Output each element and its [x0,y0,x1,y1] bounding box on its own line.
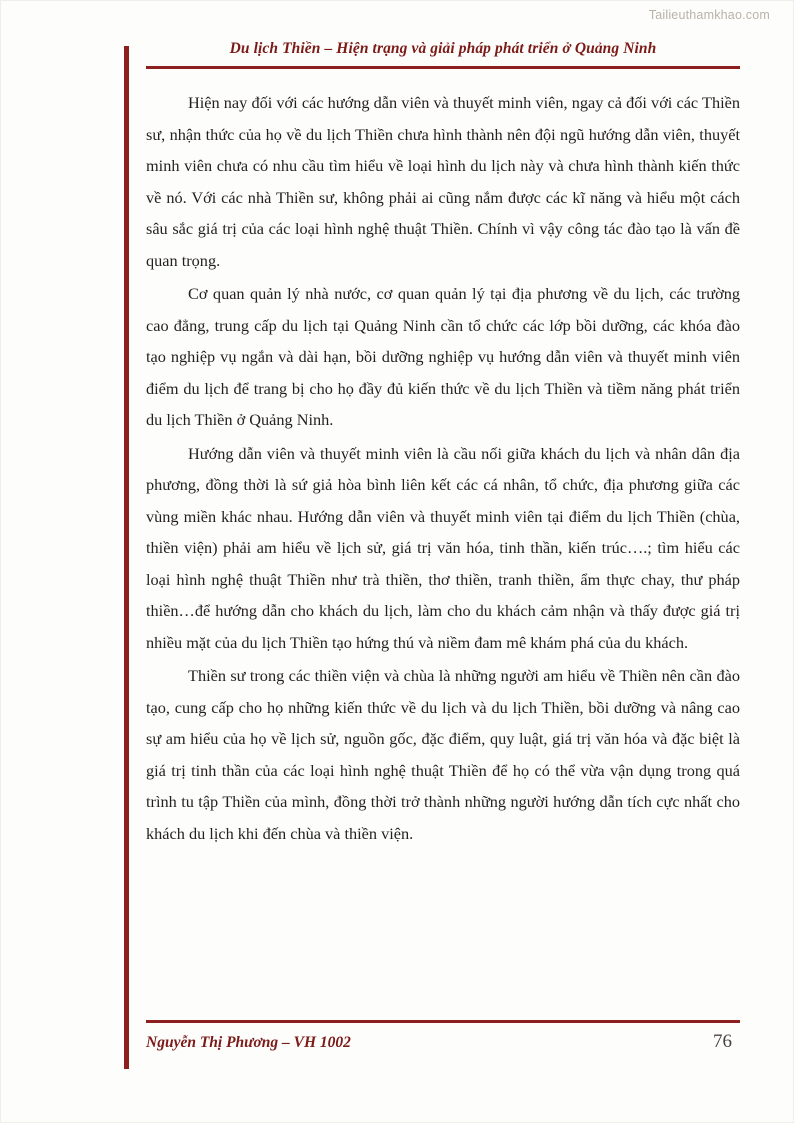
paragraph: Cơ quan quản lý nhà nước, cơ quan quản lý tại địa phương về du lịch, các trường cao đẳng, trung cấp du lịch tại Quảng Ninh cần tổ chức các lớp bồi dưỡng, các khóa đào tạo nghiệp vụ ngắn và dài hạn, bồi dưỡng nghiệp vụ hướng dẫn viên và thuyết minh viên điểm du lịch để trang bị cho họ đầy đủ kiến thức về du lịch Thiền và tiềm năng phát triển du lịch Thiền ở Quảng Ninh. [146,284,740,429]
left-margin-rule [124,46,129,1069]
watermark-text: Tailieuthamkhao.com [648,8,770,22]
paragraph: Thiền sư trong các thiền viện và chùa là những người am hiểu về Thiền nên cần đào tạo, cung cấp cho họ những kiến thức về du lịch và du lịch Thiền, bồi dưỡng và nâng cao sự am hiểu của họ về lịch sử, nguồn gốc, đặc điểm, quy luật, giá trị văn hóa và đặc biệt là giá trị tinh thần của các loại hình nghệ thuật Thiền để họ có thể vừa vận dụng trong quá trình tu tập Thiền của mình, đồng thời trở thành những người hướng dẫn tích cực nhất cho khách du lịch khi đến chùa và thiền viện. [146,666,740,843]
running-header-title: Du lịch Thiền – Hiện trạng và giải pháp phát triển ở Quảng Ninh [229,40,657,57]
paragraph: Hiện nay đối với các hướng dẫn viên và thuyết minh viên, ngay cả đối với các Thiền sư, nhận thức của họ về du lịch Thiền chưa hình thành nên đội ngũ hướng dẫn viên, thuyết minh viên chưa có nhu cầu tìm hiểu về loại hình du lịch này và chưa hình thành kiến thức về nó. Với các nhà Thiền sư, không phải ai cũng nắm được các kĩ năng và hiểu một cách sâu sắc giá trị của các loại hình nghệ thuật Thiền. Chính vì vậy công tác đào tạo là vấn đề quan trọng. [146,93,740,270]
page-content [146,40,740,851]
page-number: 76 [713,1031,732,1052]
header-divider [146,66,740,69]
page-footer [146,1020,740,1053]
body-text [146,87,740,849]
paragraph: Hướng dẫn viên và thuyết minh viên là cầu nối giữa khách du lịch và nhân dân địa phương, đồng thời là sứ giả hòa bình liên kết các cá nhân, tổ chức, địa phương giữa các vùng miền khác nhau. Hướng dẫn viên và thuyết minh viên tại điểm du lịch Thiền (chùa, thiền viện) phải am hiểu về lịch sử, giá trị văn hóa, tinh thần, kiến trúc….; tìm hiểu các loại hình nghệ thuật Thiền như trà thiền, thơ thiền, tranh thiền, ẩm thực chay, thư pháp thiền…để hướng dẫn cho khách du lịch, làm cho du khách cảm nhận và thấy được giá trị nhiều mặt của du lịch Thiền tạo hứng thú và niềm đam mê khám phá của du khách. [146,443,740,652]
footer-divider [146,1020,740,1023]
footer-author: Nguyễn Thị Phương – VH 1002 [146,1034,351,1051]
